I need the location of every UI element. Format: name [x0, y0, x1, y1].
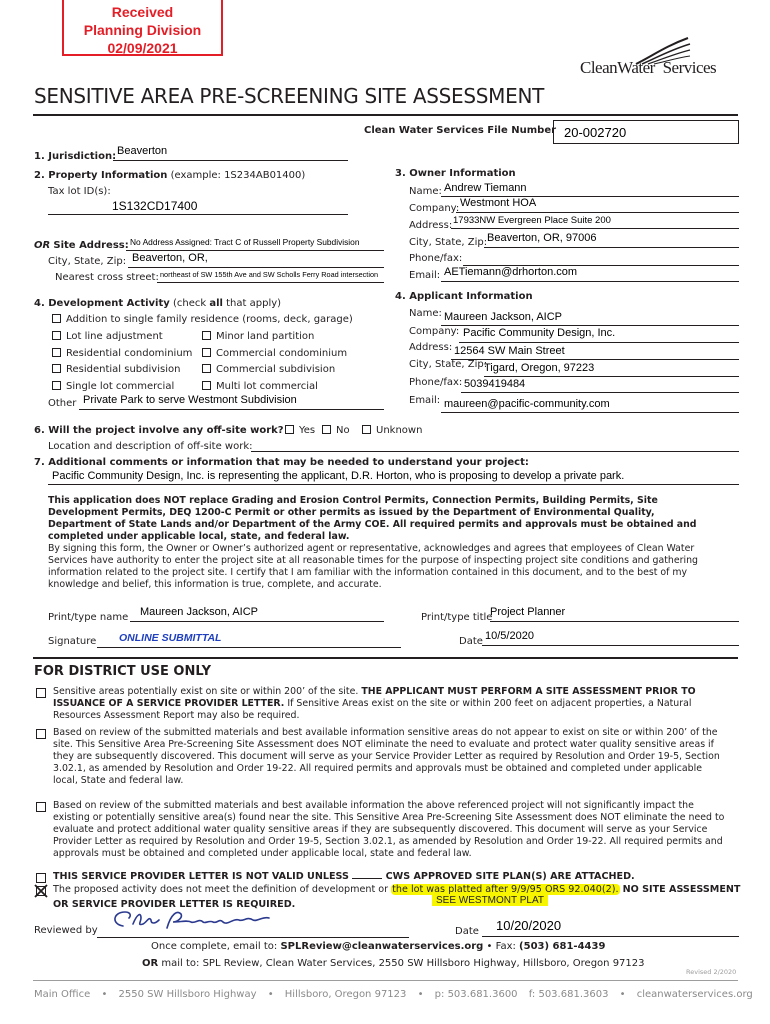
handwritten-signature — [107, 908, 297, 934]
site-address-field[interactable] — [126, 236, 384, 251]
notice-bold: This application does NOT replace Grading and Erosion Control Permits, Connection Permits, Building Permits, Site Development Permits, DEQ 1200-C Permit or other permits as issued by the Department of Environmental Quality, Department of State Lands and/or Department of the Army COE. All required permits and approvals must be obtained and completed under applicable local, state, and federal law. — [48, 495, 697, 542]
checkbox-icon[interactable] — [52, 364, 61, 373]
print-title-field[interactable] — [490, 606, 739, 622]
dev-option-multi-lot-label: Multi lot commercial — [216, 381, 318, 392]
dev-option-single-lot[interactable] — [52, 381, 174, 392]
applicant-company-label: Company: — [409, 326, 460, 337]
checkbox-icon[interactable] — [52, 331, 61, 340]
applicant-name-label: Name: — [409, 308, 442, 319]
review-date-value: 10/20/2020 — [496, 918, 562, 933]
district-checkbox-2[interactable] — [36, 729, 46, 739]
owner-email-label: Email: — [409, 270, 441, 281]
dev-option-lot-line-label: Lot line adjustment — [66, 331, 163, 342]
district-item-4-text-a: THIS SERVICE PROVIDER LETTER IS NOT VALID UNLESS — [53, 871, 349, 882]
development-heading-a: 4. Development Activity — [34, 298, 170, 309]
email-instruction-fax: (503) 681-4439 — [519, 941, 606, 952]
applicant-phone-field[interactable] — [461, 378, 739, 393]
applicant-name-value: Maureen Jackson, AICP — [444, 311, 563, 323]
stamp-line-2: Planning Division — [83, 22, 202, 38]
district-item-1-text-b: THE APPLICANT MUST PERFORM A SITE ASSESSMENT PRIOR TO ISSUANCE OF A SERVICE PROVIDER LETTER. — [53, 686, 696, 709]
applicant-company-field[interactable] — [459, 327, 739, 343]
page-title: SENSITIVE AREA PRE-SCREENING SITE ASSESSMENT — [34, 84, 545, 108]
received-stamp — [62, 0, 223, 56]
footer-website[interactable]: cleanwaterservices.org — [636, 989, 753, 1000]
tax-lot-field[interactable] — [48, 199, 348, 215]
footer-office: Main Office — [34, 989, 91, 1000]
tax-lot-value: 1S132CD17400 — [112, 199, 198, 213]
owner-phone-field[interactable] — [463, 251, 739, 266]
development-heading-b: (check — [172, 298, 207, 309]
owner-csz-value: Beaverton, OR, 97006 — [487, 232, 597, 244]
dev-option-com-condo-label: Commercial condominium — [216, 348, 348, 359]
district-item-5-highlight: the lot was platted after 9/9/95 ORS 92.040(2). — [392, 884, 619, 895]
signature-date-field[interactable] — [482, 630, 739, 646]
print-title-value: Project Planner — [490, 606, 566, 618]
checkbox-icon[interactable] — [202, 381, 211, 390]
owner-phone-label: Phone/fax: — [409, 253, 463, 264]
owner-address-field[interactable] — [451, 214, 739, 229]
print-title-label: Print/type title — [421, 612, 493, 623]
signature-value: ONLINE SUBMITTAL — [119, 632, 222, 644]
dev-option-addition[interactable] — [52, 314, 353, 325]
reviewed-by-field[interactable] — [97, 912, 409, 938]
offsite-location-label: Location and description of off-site work: — [48, 441, 253, 452]
dev-option-multi-lot[interactable] — [202, 381, 318, 392]
applicant-email-value: maureen@pacific-community.com — [444, 398, 610, 410]
print-name-label: Print/type name — [48, 612, 129, 623]
owner-csz-field[interactable] — [484, 232, 739, 248]
checkbox-icon[interactable] — [52, 381, 61, 390]
footer-bullet: • — [417, 989, 424, 1000]
dev-option-res-condo-label: Residential condominium — [66, 348, 193, 359]
district-item-5-text-a: The proposed activity does not meet the definition of development or — [53, 884, 389, 895]
or-label: OR — [34, 240, 51, 251]
mail-instruction-text: mail to: SPL Review, Clean Water Services, 2550 SW Hillsboro Highway, Hillsboro, Oregon 97123 — [161, 958, 645, 969]
file-number-value[interactable]: 20-002720 — [564, 125, 627, 140]
tax-lot-label: Tax lot ID(s): — [48, 186, 111, 197]
file-number-box — [553, 120, 739, 144]
district-item-1-text-a: Sensitive areas potentially exist on site or within 200’ of the site. — [53, 686, 359, 697]
footer — [34, 989, 753, 1000]
applicant-email-label: Email: — [409, 395, 441, 406]
applicant-csz-value: Tigard, Oregon, 97223 — [484, 362, 595, 374]
offsite-unknown-label: Unknown — [376, 425, 423, 436]
district-checkbox-1[interactable] — [36, 688, 46, 698]
reviewed-by-label: Reviewed by — [34, 925, 98, 936]
offsite-question: 6. Will the project involve any off-site work? — [34, 425, 284, 436]
jurisdiction-label: 1. Jurisdiction: — [34, 151, 117, 162]
logo-text-services: Services — [662, 58, 717, 77]
checkbox-icon[interactable] — [52, 314, 61, 323]
cross-street-value: northeast of SW 155th Ave and SW Scholls Ferry Road intersection — [160, 270, 379, 279]
site-csz-value: Beaverton, OR, — [132, 252, 208, 264]
checkbox-icon[interactable] — [202, 364, 211, 373]
development-heading-d: that apply) — [226, 298, 282, 309]
footer-bullet: • — [267, 989, 274, 1000]
email-instruction-a: Once complete, email to: — [151, 941, 278, 952]
applicant-name-field[interactable] — [441, 311, 739, 326]
district-item-1 — [53, 686, 725, 722]
stamp-line-3: 02/09/2021 — [107, 40, 178, 56]
dev-option-res-subdivision[interactable] — [52, 364, 180, 375]
notice-text: By signing this form, the Owner or Owner’s authorized agent or representative, acknowledges and agrees that employees of Clean Water Services have authority to enter the project site at all reasonable times for the purpose of inspecting project site conditions and gathering information related to the project site. I certify that I am familiar with the information contained in this document, and to the best of my knowledge and belief, this information is true, complete, and accurate. — [48, 543, 698, 590]
dev-option-com-subdivision[interactable] — [202, 364, 335, 375]
applicant-csz-field[interactable] — [484, 362, 739, 377]
owner-name-value: Andrew Tiemann — [444, 182, 527, 194]
district-item-5 — [53, 884, 740, 895]
logo-text-clean: Clean — [580, 58, 618, 77]
district-item-4-text-b: CWS APPROVED SITE PLAN(S) ARE ATTACHED. — [385, 871, 635, 882]
checkbox-icon[interactable] — [202, 348, 211, 357]
owner-email-field[interactable] — [441, 266, 739, 282]
dev-option-com-subdivision-label: Commercial subdivision — [216, 364, 336, 375]
offsite-yes-label: Yes — [299, 425, 316, 436]
district-item-4 — [53, 871, 635, 882]
other-label: Other — [48, 398, 77, 409]
district-checkbox-4[interactable] — [36, 873, 46, 883]
title-rule — [33, 114, 738, 116]
district-item-1-text-c: If Sensitive Areas exist on the site or within 200 feet on adjacent properties, a Natural Resources Assessment Report may also be required. — [53, 698, 692, 721]
signature-date-value: 10/5/2020 — [485, 630, 534, 642]
checkmark-x-icon — [33, 883, 49, 899]
checkbox-icon[interactable] — [285, 425, 294, 434]
owner-company-value: Westmont HOA — [460, 197, 537, 209]
development-heading — [34, 298, 281, 309]
see-westmont-plat: SEE WESTMONT PLAT — [432, 895, 548, 906]
offsite-location-field[interactable] — [251, 439, 739, 452]
applicant-phone-value: 5039419484 — [464, 378, 526, 390]
mail-instruction — [142, 958, 645, 969]
other-field[interactable] — [79, 394, 384, 410]
footer-rule — [33, 980, 738, 981]
footer-bullet: • — [101, 989, 108, 1000]
checkbox-icon[interactable] — [202, 331, 211, 340]
applicant-csz-label: City, State, Zip: — [409, 359, 488, 370]
dev-option-com-condo[interactable] — [202, 348, 347, 359]
footer-fax: f: 503.681.3603 — [528, 989, 609, 1000]
applicant-phone-label: Phone/fax: — [409, 377, 463, 388]
dev-option-lot-line[interactable] — [52, 331, 163, 342]
footer-bullet: • — [619, 989, 626, 1000]
file-number-label: Clean Water Services File Number — [364, 125, 557, 136]
comments-line-1[interactable] — [48, 455, 739, 469]
site-csz-label: City, State, Zip: — [48, 256, 127, 267]
dev-option-minor-partition-label: Minor land partition — [216, 331, 315, 342]
signature-field[interactable] — [97, 632, 401, 648]
development-heading-c: all — [209, 298, 223, 309]
cross-street-field[interactable] — [157, 269, 384, 283]
comments-field[interactable] — [48, 470, 739, 485]
district-checkbox-3[interactable] — [36, 802, 46, 812]
dev-option-res-subdivision-label: Residential subdivision — [66, 364, 181, 375]
email-instruction — [151, 941, 605, 952]
site-address-value: No Address Assigned: Tract C of Russell Property Subdivision — [130, 237, 360, 247]
dev-option-res-condo[interactable] — [52, 348, 192, 359]
applicant-company-value: Pacific Community Design, Inc. — [463, 327, 616, 339]
dev-option-single-lot-label: Single lot commercial — [66, 381, 175, 392]
offsite-no[interactable] — [322, 425, 350, 436]
offsite-unknown[interactable] — [362, 425, 422, 436]
site-csz-field[interactable] — [128, 252, 384, 268]
email-instruction-address: SPLReview@cleanwaterservices.org — [280, 941, 484, 952]
footer-city: Hillsboro, Oregon 97123 — [284, 989, 407, 1000]
cross-street-label: Nearest cross street: — [55, 272, 159, 283]
site-address-label: Site Address: — [53, 240, 129, 251]
offsite-yes[interactable] — [285, 425, 315, 436]
applicant-email-field[interactable] — [441, 397, 739, 413]
jurisdiction-field[interactable] — [113, 145, 348, 161]
district-rule — [33, 657, 738, 659]
footer-address: 2550 SW Hillsboro Highway — [118, 989, 257, 1000]
property-example: (example: 1S234AB01400) — [170, 170, 306, 181]
district-item-2: Based on review of the submitted materials and best available information sensitive areas do not appear to exist on site or within 200’ of the site. This Sensitive Area Pre-Screening Site Assessment does NOT eliminate the need to evaluate and protect water quality sensitive areas if they are subsequently discovered. This document will serve as your Service Provider Letter as required by Resolution and Order 19-5, Section 3.02.1, as amended by Resolution and Order 19-22. All required permits and approvals must be obtained and completed under applicable local, State and federal law. — [53, 727, 720, 786]
revised-note: Revised 2/2020 — [686, 968, 737, 976]
owner-company-label: Company: — [409, 203, 460, 214]
other-value: Private Park to serve Westmont Subdivision — [83, 394, 297, 406]
print-name-value: Maureen Jackson, AICP — [140, 606, 259, 618]
district-heading: FOR DISTRICT USE ONLY — [34, 664, 212, 679]
checkbox-icon[interactable] — [362, 425, 371, 434]
comments-label: 7. Additional comments or information that may be needed to understand your project: — [34, 457, 529, 468]
district-item-3: Based on review of the submitted materials and best available information the above referenced project will not significantly impact the existing or potentially sensitive area(s) found near the site. This Sensitive Area Pre-Screening Site Assessment does NOT eliminate the need to evaluate and protect additional water quality sensitive areas if they are subsequently discovered. This document will serve as your Service Provider Letter as required by Resolution and Order 19-5, Section 3.02.1, as amended by Resolution and Order 19-22. All required permits and approvals must be obtained and completed under applicable local, state and federal law. — [53, 800, 725, 859]
owner-company-field[interactable] — [456, 197, 739, 213]
district-item-4-blank[interactable] — [352, 878, 382, 879]
applicant-address-field[interactable] — [451, 345, 739, 360]
review-date-field[interactable] — [482, 918, 739, 937]
jurisdiction-value: Beaverton — [117, 145, 168, 157]
owner-csz-label: City, State, Zip: — [409, 237, 488, 248]
email-instruction-fax-label: • Fax: — [486, 941, 516, 952]
stamp-line-1: Received — [111, 4, 174, 20]
owner-name-field[interactable] — [441, 182, 739, 197]
print-name-field[interactable] — [130, 606, 384, 622]
signature-date-label: Date — [459, 636, 483, 647]
mail-instruction-or: OR — [142, 958, 159, 969]
dev-option-minor-partition[interactable] — [202, 331, 314, 342]
comments-value: Pacific Community Design, Inc. is representing the applicant, D.R. Horton, who is proposing to develop a private park. — [52, 470, 625, 482]
checkbox-icon[interactable] — [322, 425, 331, 434]
site-address-row — [34, 240, 129, 251]
district-item-5-line-2: OR SERVICE PROVIDER LETTER IS REQUIRED. — [53, 899, 296, 910]
review-date-label: Date — [455, 926, 479, 937]
logo-text-water: Water — [617, 58, 655, 77]
applicant-address-value: 12564 SW Main Street — [454, 345, 565, 357]
dev-option-addition-label: Addition to single family residence (rooms, deck, garage) — [66, 314, 353, 325]
footer-phone: p: 503.681.3600 — [434, 989, 518, 1000]
clean-water-services-logo — [580, 36, 740, 80]
owner-name-label: Name: — [409, 186, 442, 197]
property-heading-text: 2. Property Information — [34, 170, 168, 181]
property-heading — [34, 170, 305, 181]
owner-address-label: Address: — [409, 220, 453, 231]
offsite-no-label: No — [336, 425, 350, 436]
signature-label: Signature — [48, 636, 97, 647]
owner-heading: 3. Owner Information — [395, 168, 516, 179]
applicant-heading: 4. Applicant Information — [395, 291, 533, 302]
applicant-address-label: Address: — [409, 342, 453, 353]
owner-email-value: AETiemann@drhorton.com — [444, 266, 578, 278]
owner-address-value: 17933NW Evergreen Place Suite 200 — [453, 215, 611, 226]
district-item-5-text-b: NO SITE ASSESSMENT — [622, 884, 741, 895]
checkbox-icon[interactable] — [52, 348, 61, 357]
